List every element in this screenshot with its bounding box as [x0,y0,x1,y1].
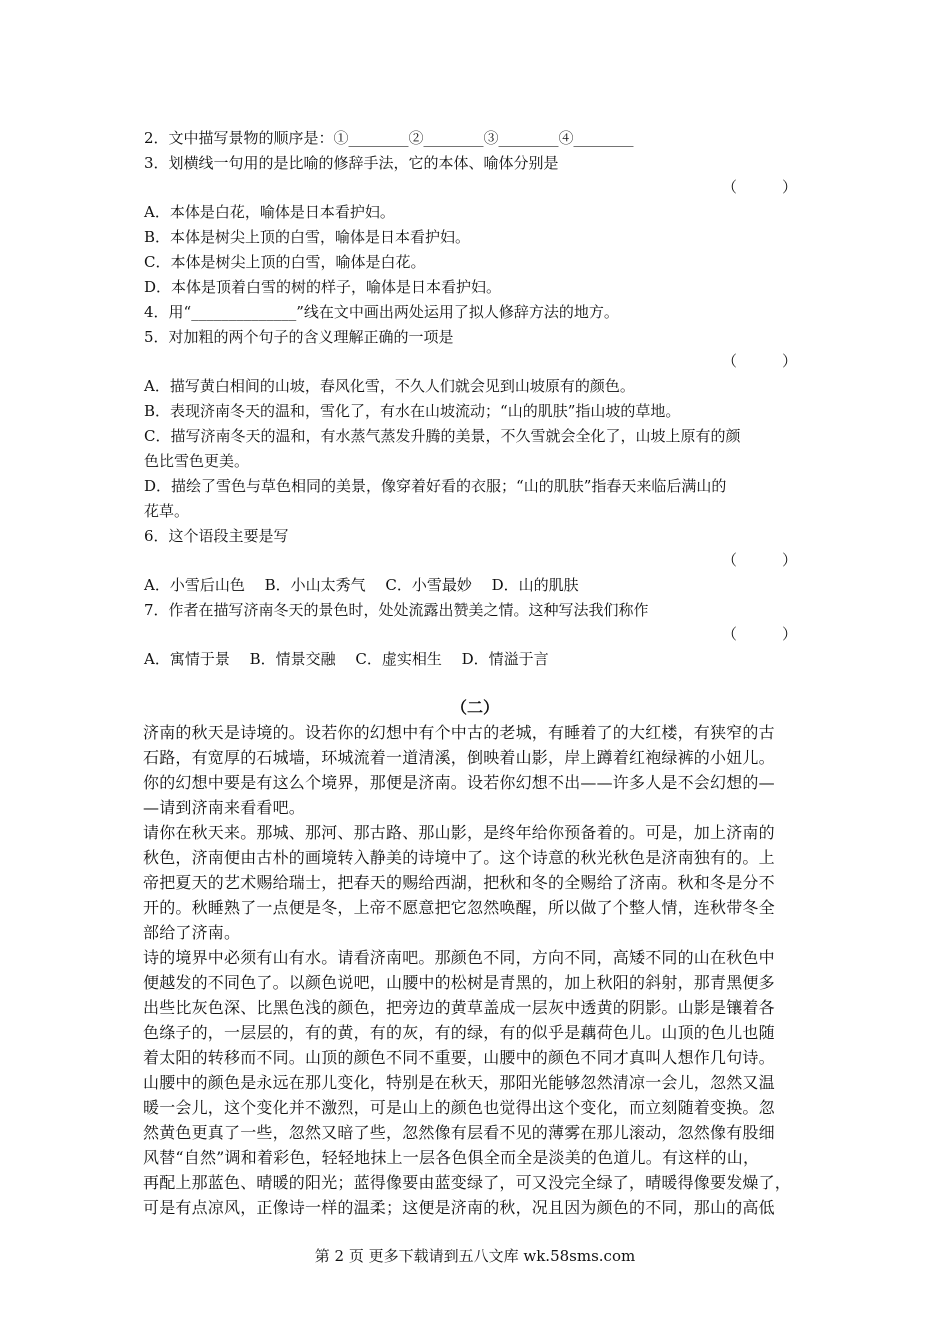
passage-line: 然黄色更真了一些，忽然又暗了些，忽然像有层看不见的薄雾在那儿滚动，忽然像有股细 [143,1123,775,1142]
q3-option-d: D．本体是顶着白雪的树的样子，喻体是日本看护妇。 [144,278,502,296]
q3-option-b: B．本体是树尖上顶的白雪，喻体是日本看护妇。 [144,228,471,246]
passage-line: 帝把夏天的艺术赐给瑞士，把春天的赐给西湖，把秋和冬的全赐给了济南。秋和冬是分不 [143,873,775,892]
answer-paren-q3: （ ） [722,178,798,196]
q7-options: A．寓情于景 B．情景交融 C．虚实相生 D．情溢于言 [144,650,549,668]
passage-line: 出些比灰色深、比黑色浅的颜色，把旁边的黄草盖成一层灰中透黄的阴影。山影是镶着各 [143,998,775,1017]
passage-line: 色绦子的，一层层的，有的黄，有的灰，有的绿，有的似乎是藕荷色儿。山顶的色儿也随 [143,1023,775,1042]
answer-paren-q5: （ ） [722,352,798,370]
q3-option-a: A．本体是白花，喻体是日本看护妇。 [144,203,395,221]
passage-line: 济南的秋天是诗境的。设若你的幻想中有个中古的老城，有睡着了的大红楼，有狭窄的古 [143,723,775,742]
q5-option-d-cont: 花草。 [144,502,190,520]
passage-line: 着太阳的转移而不同。山顶的颜色不同不重要，山腰中的颜色不同才真叫人想作几句诗。 [143,1048,775,1067]
passage-line: 再配上那蓝色、晴暖的阳光；蓝得像要由蓝变绿了，可又没完全绿了，晴暖得像要发燥了， [143,1173,792,1192]
passage-line: 秋色，济南便由古朴的画境转入静美的诗境中了。这个诗意的秋光秋色是济南独有的。上 [143,848,775,867]
q5-option-b: B．表现济南冬天的温和，雪化了，有水在山坡流动；“山的肌肤”指山坡的草地。 [144,402,681,420]
question-7: 7．作者在描写济南冬天的景色时，处处流露出赞美之情。这种写法我们称作 [144,601,649,619]
passage-line: 部给了济南。 [143,923,241,942]
passage-line: —请到济南来看看吧。 [143,798,306,817]
passage-line: 你的幻想中要是有这么个境界，那便是济南。设若你幻想不出——许多人是不会幻想的— [143,773,775,792]
passage-line: 山腰中的颜色是永远在那儿变化，特别是在秋天，那阳光能够忽然清凉一会儿，忽然又温 [143,1073,775,1092]
passage-line: 请你在秋天来。那城、那河、那古路、那山影，是终年给你预备着的。可是，加上济南的 [143,823,775,842]
q5-option-c-cont: 色比雪色更美。 [144,452,250,470]
passage-line: 诗的境界中必须有山有水。请看济南吧。那颜色不同，方向不同，高矮不同的山在秋色中 [143,948,775,967]
question-3: 3．划横线一句用的是比喻的修辞手法，它的本体、喻体分别是 [144,154,559,172]
question-2: 2．文中描写景物的顺序是：①________②________③________④________ [144,129,634,147]
passage-line: 风替“自然”调和着彩色，轻轻地抹上一层各色俱全而全是淡美的色道儿。有这样的山， [143,1148,760,1167]
passage-line: 便越发的不同色了。以颜色说吧，山腰中的松树是青黑的，加上秋阳的斜射，那青黑便多 [143,973,775,992]
q6-options: A．小雪后山色 B．小山太秀气 C．小雪最妙 D．山的肌肤 [144,576,579,594]
question-6: 6．这个语段主要是写 [144,527,289,545]
q5-option-c: C．描写济南冬天的温和，有水蒸气蒸发升腾的美景，不久雪就会全化了，山坡上原有的颜 [144,427,741,445]
passage-line: 暖一会儿，这个变化并不激烈，可是山上的颜色也觉得出这个变化，而立刻随着变换。忽 [143,1098,775,1117]
passage-line: 石路，有宽厚的石城墙，环城流着一道清溪，倒映着山影，岸上蹲着红袍绿裤的小妞儿。 [143,748,775,767]
q5-option-a: A．描写黄白相间的山坡，春风化雪，不久人们就会见到山坡原有的颜色。 [144,377,635,395]
q3-option-c: C．本体是树尖上顶的白雪，喻体是白花。 [144,253,426,271]
passage-line: 可是有点凉风，正像诗一样的温柔；这便是济南的秋，况且因为颜色的不同，那山的高低 [143,1198,775,1217]
page-footer: 第 2 页 更多下载请到五八文库 wk.58sms.com [314,1247,636,1265]
question-5: 5．对加粗的两个句子的含义理解正确的一项是 [144,328,454,346]
question-4: 4．用“______________”线在文中画出两处运用了拟人修辞方法的地方。 [144,303,619,321]
answer-paren-q7: （ ） [722,625,798,643]
section-title: （二） [450,698,499,717]
q5-option-d: D．描绘了雪色与草色相同的美景，像穿着好看的衣服；“山的肌肤”指春天来临后满山的 [144,477,727,495]
passage-line: 开的。秋睡熟了一点便是冬，上帝不愿意把它忽然唤醒，所以做了个整人情，连秋带冬全 [143,898,775,917]
answer-paren-q6: （ ） [722,551,798,569]
